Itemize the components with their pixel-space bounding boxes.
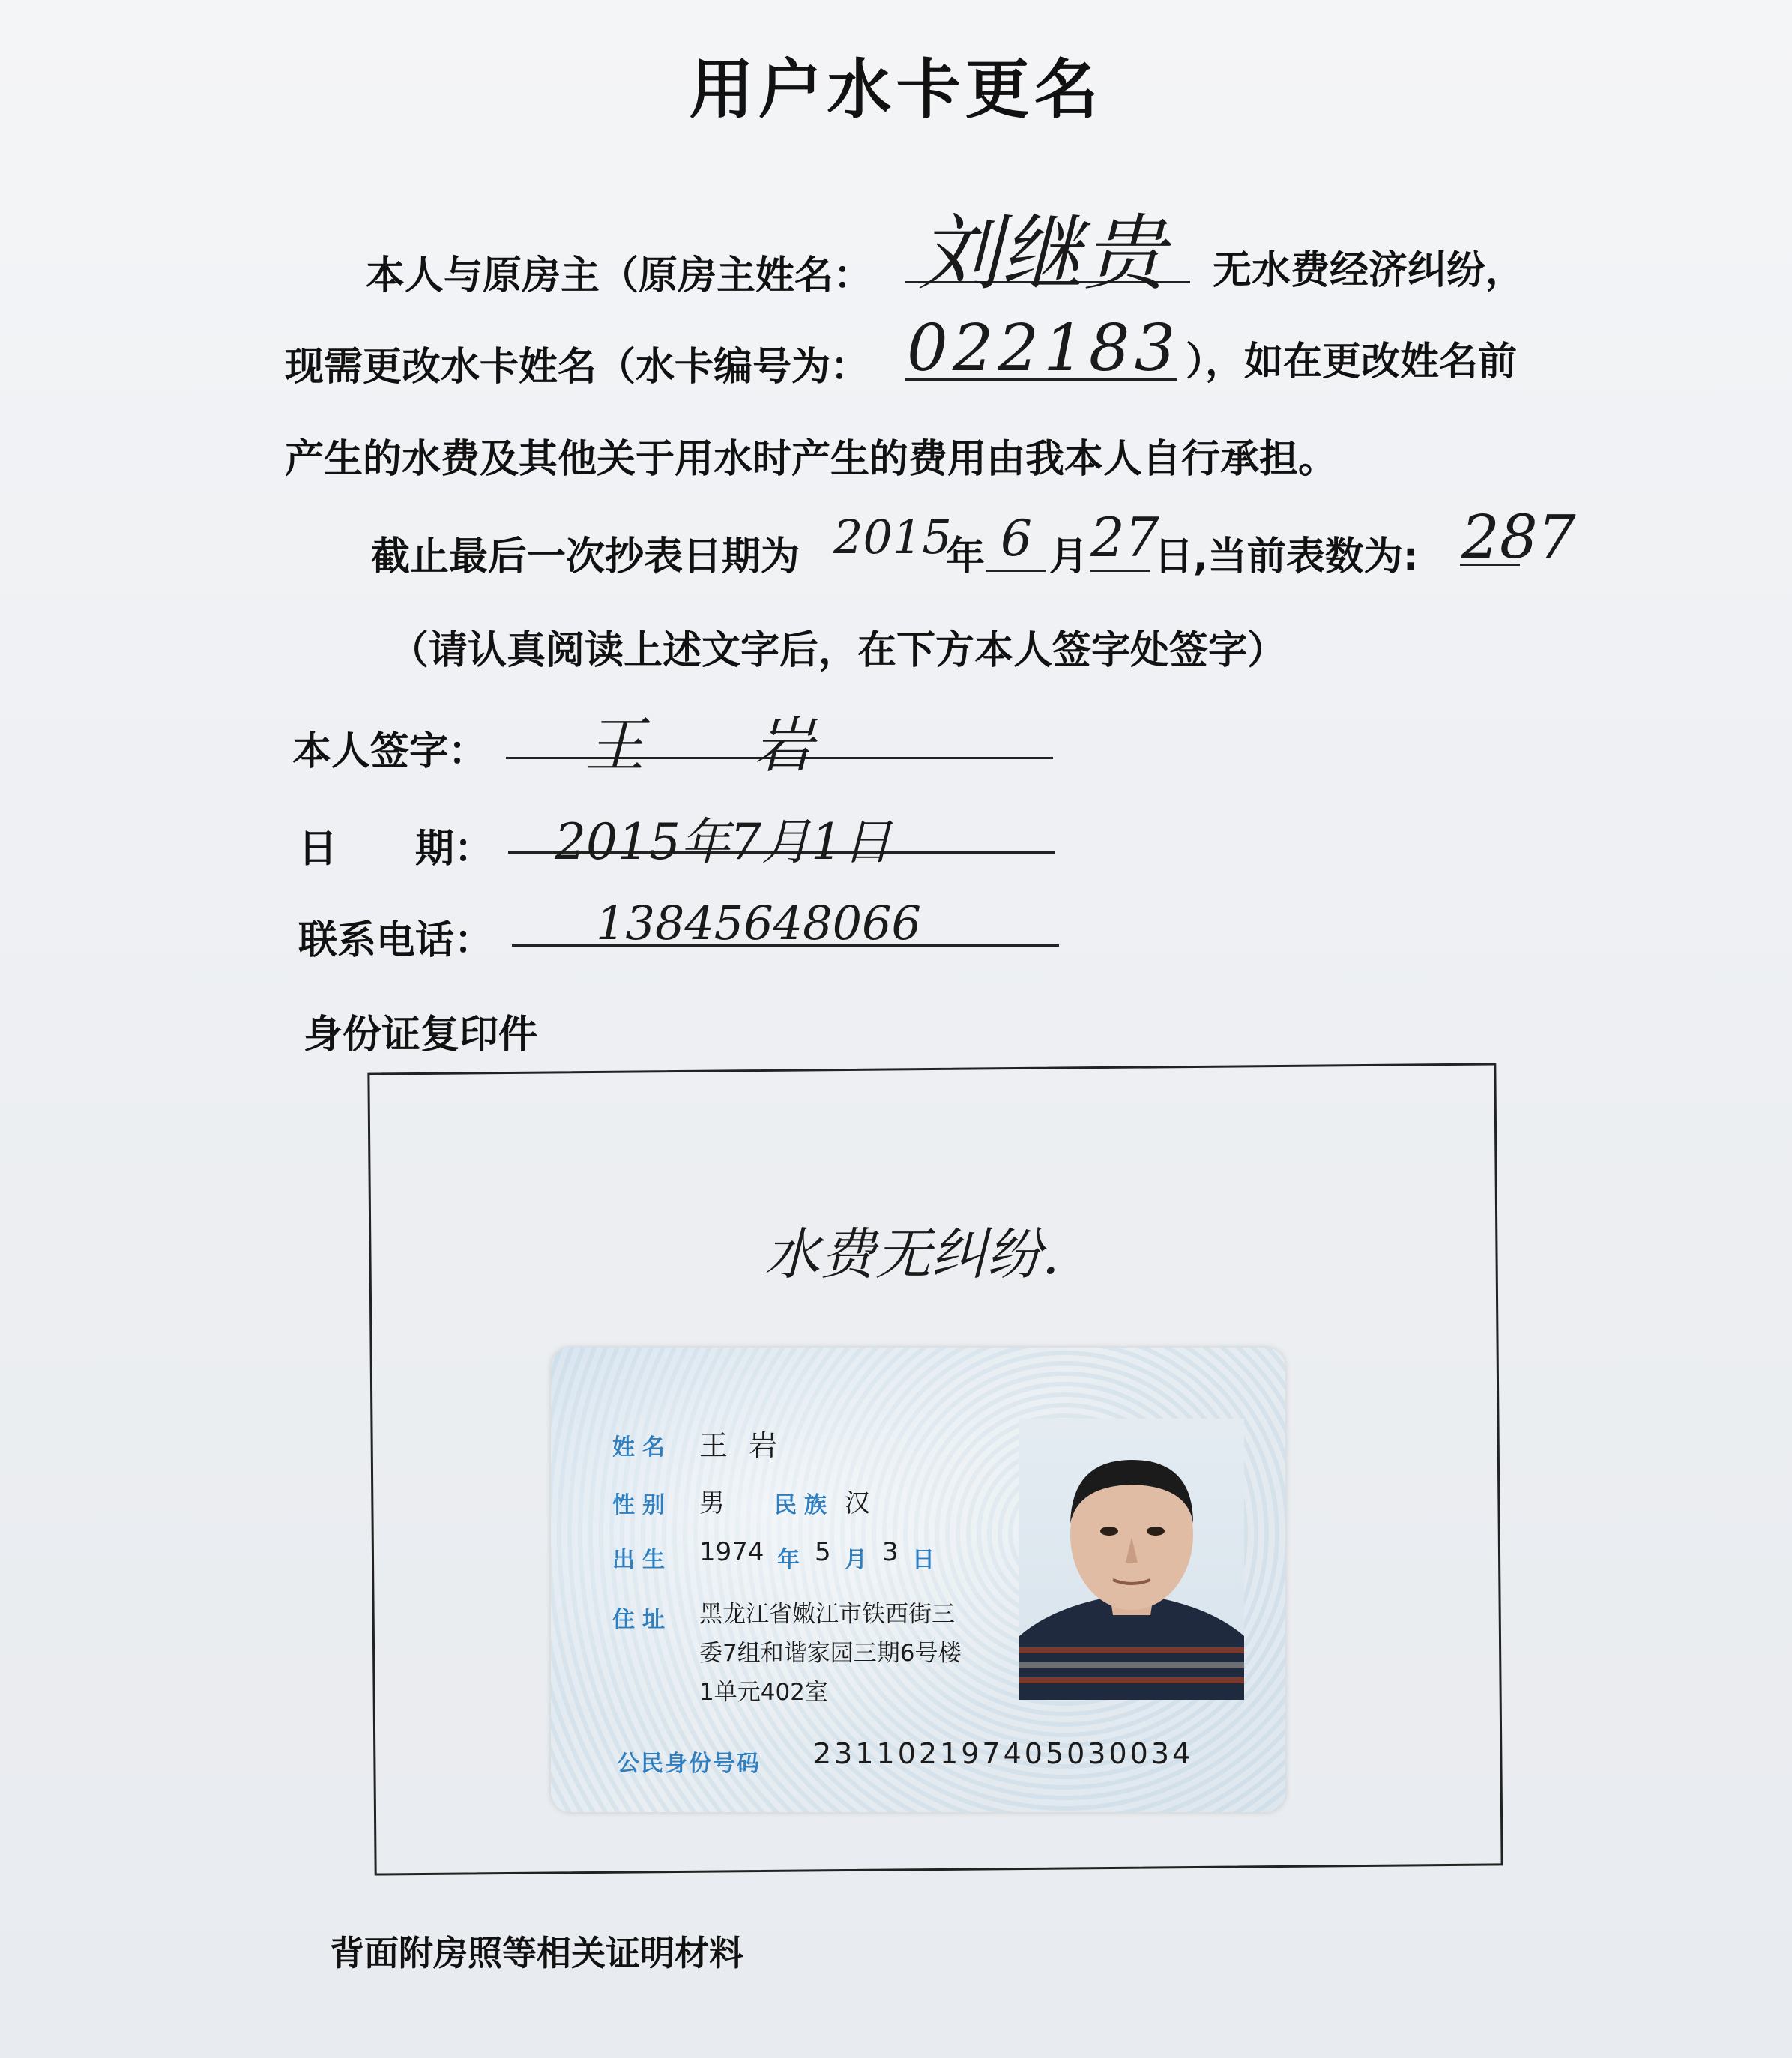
p3-text: 产生的水费及其他关于用水时产生的费用由我本人自行承担。 [285, 437, 1338, 482]
id-birth-day: 3 [882, 1537, 899, 1567]
reading-month-handwritten: 6 [1001, 510, 1032, 567]
id-address-line1: 黑龙江省嫩江市铁西街三 [699, 1601, 955, 1628]
phone-handwritten: 13845648066 [596, 896, 921, 950]
id-sex-label: 性别 [612, 1492, 672, 1518]
id-address-line2: 委7组和谐家园三期6号楼 [699, 1640, 962, 1667]
date-handwritten: 2015年7月1日 [555, 813, 892, 871]
p4-year-unit: 年 [946, 534, 986, 579]
id-photo [1019, 1419, 1244, 1700]
signature-label: 本人签字： [292, 729, 488, 774]
footer-note: 背面附房照等相关证明材料 [330, 1933, 743, 1973]
id-number: 231102197405030034 [813, 1737, 1194, 1770]
water-card-number-handwritten: 022183 [907, 311, 1180, 386]
p4-month-unit: 月 [1049, 534, 1089, 579]
id-address-label: 住址 [612, 1607, 672, 1633]
id-number-label: 公民身份号码 [617, 1751, 761, 1777]
original-owner-handwritten: 刘继贵 [918, 205, 1165, 301]
id-birth-year: 1974 [699, 1537, 764, 1567]
id-birth-year-unit: 年 [777, 1547, 800, 1573]
phone-label: 联系电话： [298, 918, 494, 963]
id-birth-label: 出生 [612, 1547, 672, 1573]
id-name: 王 岩 [699, 1429, 784, 1462]
id-name-label: 姓名 [612, 1434, 672, 1461]
id-card [551, 1348, 1285, 1812]
id-note-handwritten: 水费无纠纷. [764, 1222, 1060, 1287]
id-ethnic-label: 民族 [774, 1492, 834, 1518]
p2-lead: 现需更改水卡姓名（水卡编号为： [285, 345, 870, 390]
p2-tail: ），如在更改姓名前 [1186, 340, 1518, 384]
p5-instruction: （请认真阅读上述文字后，在下方本人签字处签字） [390, 628, 1287, 673]
id-birth-month-unit: 月 [845, 1547, 867, 1573]
p1-tail: 无水费经济纠纷， [1213, 248, 1525, 293]
id-ethnic: 汉 [845, 1488, 870, 1518]
reading-day-handwritten: 27 [1090, 506, 1159, 569]
p4-month-underline [986, 570, 1046, 572]
p4-day-unit: 日,当前表数为: [1154, 534, 1419, 579]
reading-year-handwritten: 2015 [833, 510, 952, 564]
id-sex: 男 [699, 1488, 725, 1518]
signature-handwritten: 王 岩 [585, 710, 859, 780]
p4-lead: 截止最后一次抄表日期为 [371, 534, 800, 579]
document-title: 用户水卡更名 [689, 52, 1103, 127]
id-copy-label: 身份证复印件 [304, 1013, 538, 1057]
id-birth-day-unit: 日 [912, 1547, 935, 1573]
p1-lead: 本人与原房主（原房主姓名： [366, 253, 873, 298]
meter-reading-handwritten: 287 [1461, 502, 1576, 572]
p4-day-underline [1090, 570, 1150, 572]
id-birth-month: 5 [815, 1537, 831, 1567]
id-address-line3: 1单元402室 [699, 1679, 828, 1706]
date-label: 日 期： [298, 827, 494, 872]
